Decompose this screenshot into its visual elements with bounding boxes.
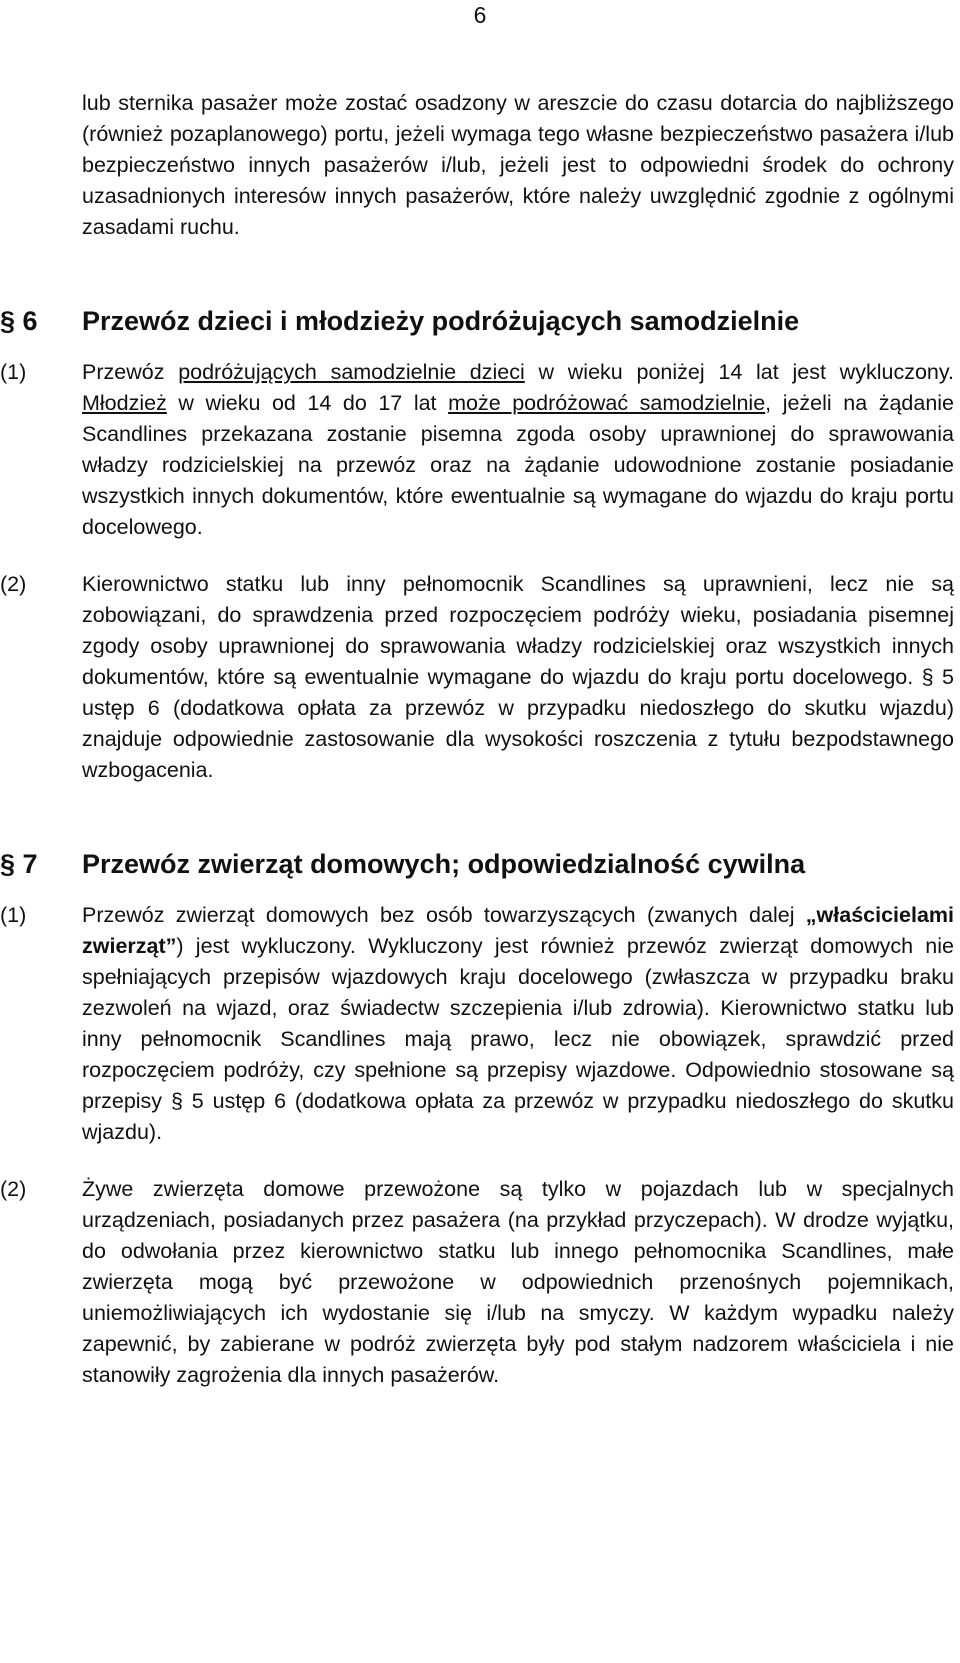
section-reference: § 5 — [921, 665, 955, 689]
intro-paragraph: lub sternika pasażer może zostać osadzony w areszcie do czasu dotarcia do najbliższego (również pozaplanowego) portu, jeżeli wymaga tego własne bezpieczeństwo pasażera i/lub bezpieczeństwo innych pasażerów i/lub, jeżeli jest to odpowiedni środek do ochrony uzasadnionych interesów innych pasażerów, które należy uwzględnić zgodnie z ogólnymi zasadami ruchu. — [82, 91, 954, 239]
section-6-title: Przewóz dzieci i młodzieży podróżujących samodzielnie — [82, 306, 800, 336]
section-6-paragraph-1 — [0, 357, 960, 543]
section-6-heading — [0, 303, 960, 339]
paragraph-label: (2) — [0, 572, 27, 596]
section-7-paragraph-2 — [0, 1174, 960, 1391]
text-run: w wieku poniżej 14 lat jest wykluczony. — [524, 360, 954, 384]
text-run: ustęp 6 (dodatkowa opłata za przewóz w przypadku niedoszłego do skutku wjazdu). — [82, 1089, 954, 1144]
paragraph-label: (1) — [0, 903, 27, 927]
paragraph-body: Żywe zwierzęta domowe przewożone są tylko w pojazdach lub w specjalnych urządzeniach, posiadanych przez pasażera (na przykład przyczepach). W drodze wyjątku, do odwołania przez kierownictwo statku lub innego pełnomocnika Scandlines, małe zwierzęta mogą być przewożone w odpowiednich przenośnych pojemnikach, uniemożliwiających ich wydostanie się i/lub na smyczy. W każdym wypadku należy zapewnić, by zabierane w podróż zwierzęta były pod stałym nadzorem właściciela i nie stanowiły zagrożenia dla innych pasażerów. — [82, 1177, 954, 1387]
paragraph-body — [82, 900, 954, 1148]
section-7-number: § 7 — [0, 849, 38, 879]
section-reference: § 5 — [170, 1089, 204, 1113]
paragraph-label: (1) — [0, 360, 27, 384]
text-run: , jeżeli na żądanie Scandlines przekazana zostanie pisemna zgoda osoby uprawnionej do sprawowania władzy rodzicielskiej na przewóz oraz na żądanie udowodnione zostanie posiadanie wszystkich innych dokumentów, które ewentualnie są wymagane do wjazdu do kraju portu docelowego. — [82, 391, 955, 539]
text-run: ustęp 6 (dodatkowa opłata za przewóz w przypadku niedoszłego do skutku wjazdu) znajduje odpowiednie zastosowanie dla wysokości roszczenia z tytułu bezpodstawnego wzbogacenia. — [82, 696, 954, 782]
page-number: 6 — [473, 2, 487, 28]
section-7-title: Przewóz zwierząt domowych; odpowiedzialność cywilna — [82, 849, 806, 879]
text-run: Przewóz — [82, 360, 179, 384]
text-run: ) jest wykluczony. Wykluczony jest również przewóz zwierząt domowych nie spełniających przepisów wjazdowych kraju docelowego (zwłaszcza w przypadku braku zezwoleń na wjazd, oraz świadectw szczepienia i/lub zdrowia). Kierownictwo statku lub inny pełnomocnik Scandlines mają prawo, lecz nie obowiązek, sprawdzić przed rozpoczęciem podróży, czy spełnione są przepisy wjazdowe. Odpowiednio stosowane są przepisy — [82, 934, 954, 1113]
section-7-paragraph-1 — [0, 900, 960, 1148]
text-run: w wieku od 14 do 17 lat — [166, 391, 449, 415]
section-6-number: § 6 — [0, 306, 38, 336]
section-7-heading — [0, 846, 960, 882]
text-run: Kierownictwo statku lub inny pełnomocnik Scandlines są uprawnieni, lecz nie są zobowiązani, do sprawdzenia przed rozpoczęciem podróży wieku, posiadania pisemnej zgody osoby uprawnionej do sprawowania władzy rodzicielskiej oraz wszystkich innych dokumentów, które są ewentualnie wymagane do wjazdu do kraju portu docelowego. — [82, 572, 954, 689]
paragraph-label: (2) — [0, 1177, 27, 1201]
document-body — [0, 88, 960, 1391]
section-6-paragraph-2 — [0, 569, 960, 786]
paragraph-body — [82, 357, 954, 543]
underlined-text: może podróżować samodzielnie — [448, 391, 766, 415]
underlined-text: Młodzież — [82, 391, 167, 415]
text-run: Przewóz zwierząt domowych bez osób towarzyszących (zwanych dalej — [82, 903, 806, 927]
underlined-text: podróżujących samodzielnie dzieci — [178, 360, 525, 384]
bold-text: „właścicielami zwierząt” — [82, 903, 954, 958]
paragraph-body — [82, 569, 954, 786]
